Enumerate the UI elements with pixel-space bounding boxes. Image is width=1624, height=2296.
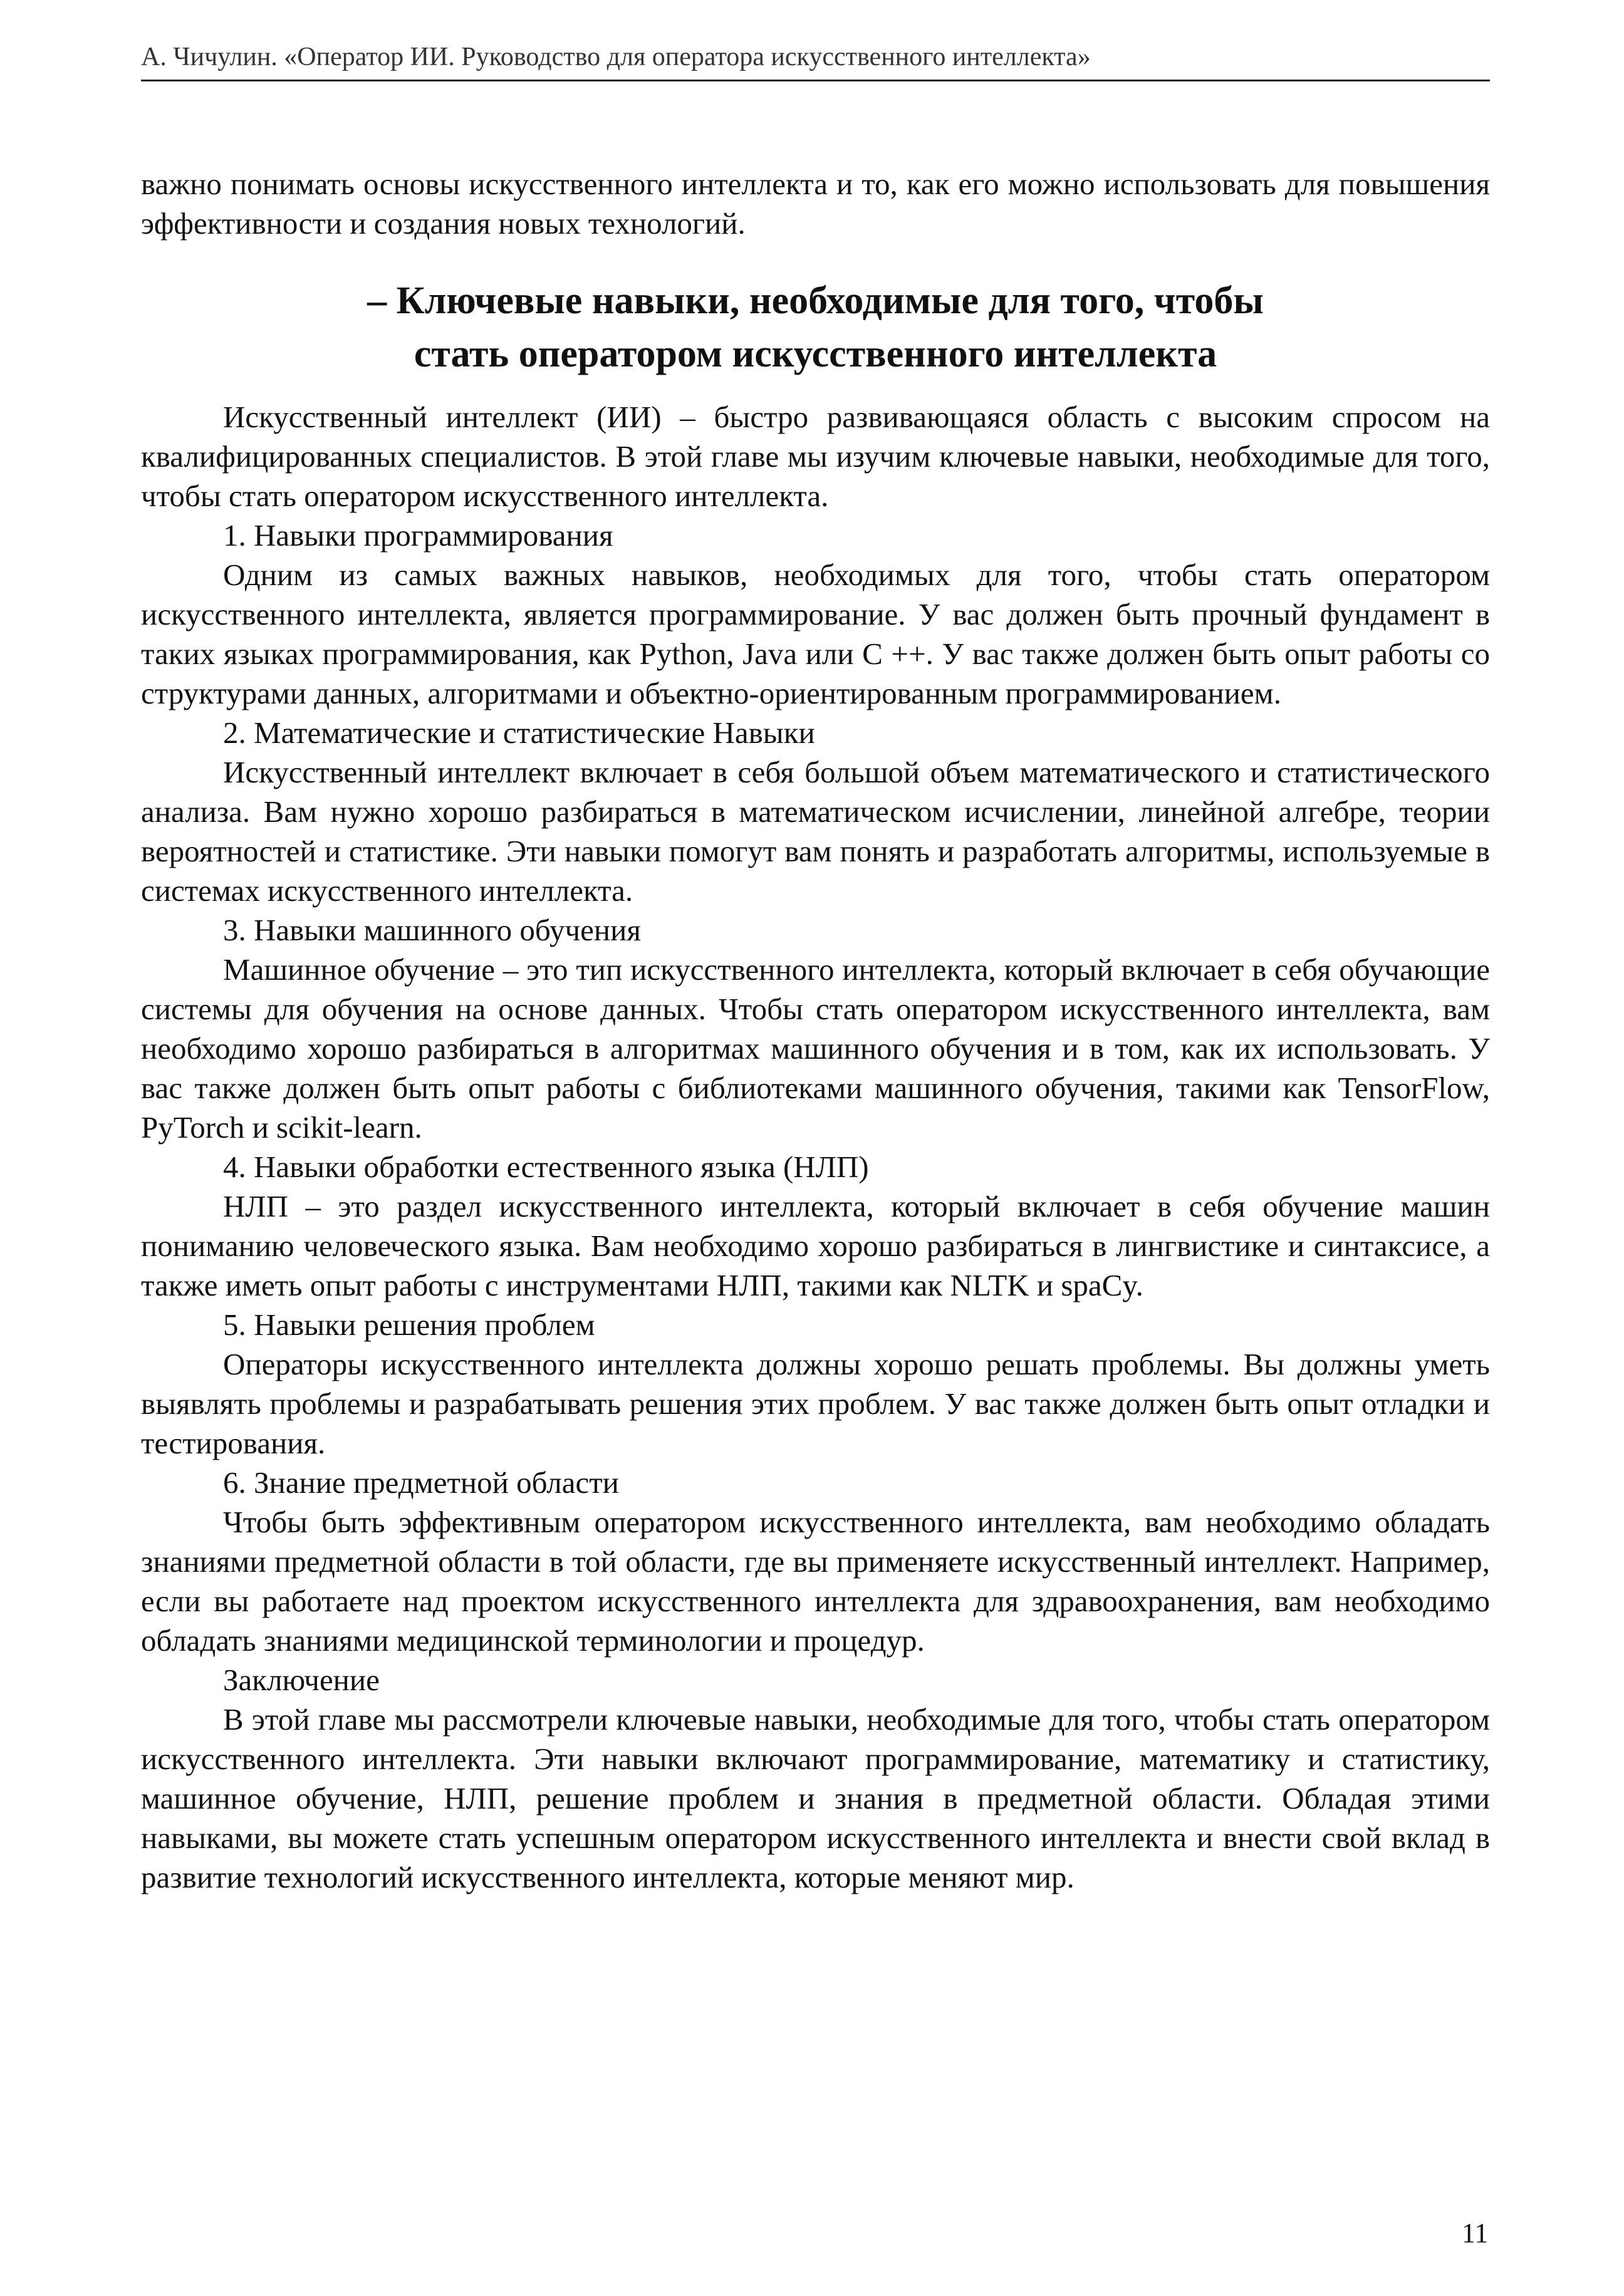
conclusion-title: Заключение [223,1663,380,1697]
page-content [141,164,1490,1897]
skill-text-programming: Одним из самых важных навыков, необходимых для того, чтобы стать оператором искусственного интеллекта, является программирование. У вас должен быть прочный фундамент в таких языках программирования, как Python, Java или C ++. У вас также должен быть опыт работы со структурами данных, алгоритмами и объектно-ориентированным программированием. [141,558,1490,710]
section-heading-line-2: стать оператором искусственного интеллекта [414,333,1217,375]
skill-text-nlp: НЛП – это раздел искусственного интеллекта, который включает в себя обучение машин пониманию человеческого языка. Вам необходимо хорошо разбираться в лингвистике и синтаксисе, а также иметь опыт работы с инструментами НЛП, такими как NLTK и spaCy. [141,1189,1490,1302]
skill-text-problem-solving: Операторы искусственного интеллекта должны хорошо решать проблемы. Вы должны уметь выявлять проблемы и разрабатывать решения этих проблем. У вас также должен быть опыт отладки и тестирования. [141,1347,1490,1460]
skill-title-nlp: 4. Навыки обработки естественного языка (НЛП) [223,1150,869,1184]
skill-title-math-stats: 2. Математические и статистические Навыки [223,715,815,750]
section-intro-paragraph: Искусственный интеллект (ИИ) – быстро развивающаяся область с высоким спросом на квалифицированных специалистов. В этой главе мы изучим ключевые навыки, необходимые для того, чтобы стать оператором искусственного интеллекта. [141,400,1490,513]
running-header-title: А. Чичулин. «Оператор ИИ. Руководство для оператора искусственного интеллекта» [141,43,1091,71]
skill-text-domain-knowledge: Чтобы быть эффективным оператором искусственного интеллекта, вам необходимо обладать знаниями предметной области в той области, где вы применяете искусственный интеллект. Например, если вы работаете над проектом искусственного интеллекта для здравоохранения, вам необходимо обладать знаниями медицинской терминологии и процедур. [141,1505,1490,1658]
skill-text-math-stats: Искусственный интеллект включает в себя большой объем математического и статистического анализа. Вам нужно хорошо разбираться в математическом исчислении, линейной алгебре, теории вероятностей и статистике. Эти навыки помогут вам понять и разработать алгоритмы, используемые в системах искусственного интеллекта. [141,755,1490,908]
section-heading-line-1: – Ключевые навыки, необходимые для того, чтобы [367,279,1264,322]
page-number: 11 [1462,2218,1489,2248]
intro-continuation-paragraph: важно понимать основы искусственного интеллекта и то, как его можно использовать для повышения эффективности и создания новых технологий. [141,167,1490,241]
skill-title-domain-knowledge: 6. Знание предметной области [223,1465,619,1500]
skill-title-problem-solving: 5. Навыки решения проблем [223,1307,595,1342]
running-header [141,39,1490,81]
skill-text-machine-learning: Машинное обучение – это тип искусственного интеллекта, который включает в себя обучающие системы для обучения на основе данных. Чтобы стать оператором искусственного интеллекта, вам необходимо хорошо разбираться в алгоритмах машинного обучения и в том, как их использовать. У вас также должен быть опыт работы с библиотеками машинного обучения, такими как TensorFlow, PyTorch и scikit-learn. [141,952,1490,1145]
skill-title-machine-learning: 3. Навыки машинного обучения [223,913,641,947]
section-heading [141,274,1490,381]
conclusion-paragraph: В этой главе мы рассмотрели ключевые навыки, необходимые для того, чтобы стать оператором искусственного интеллекта. Эти навыки включают программирование, математику и статистику, машинное обучение, НЛП, решение проблем и знания в предметной области. Обладая этими навыками, вы можете стать успешным оператором искусственного интеллекта и внести свой вклад в развитие технологий искусственного интеллекта, которые меняют мир. [141,1702,1490,1894]
skill-title-programming: 1. Навыки программирования [223,518,613,553]
